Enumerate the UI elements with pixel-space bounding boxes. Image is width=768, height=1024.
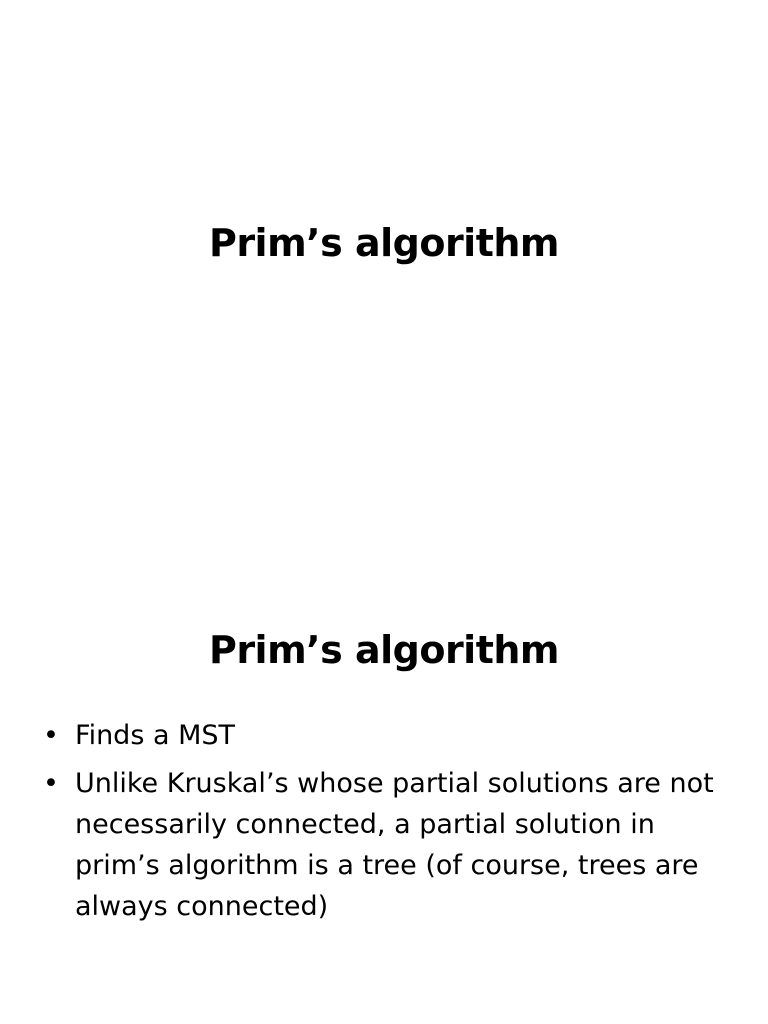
- slide-2: [0, 512, 768, 1024]
- bullet-text: Finds a MST: [75, 720, 236, 751]
- bullet-icon: •: [43, 768, 59, 799]
- bullet-icon: •: [43, 720, 59, 751]
- bullet-item: [40, 763, 730, 927]
- bullet-text: Unlike Kruskal’s whose partial solutions are not necessarily connected, a partial solution in prim’s algorithm is a tree (of course, trees are always connected): [75, 768, 714, 922]
- bullet-item: [40, 715, 730, 756]
- slide-title: Prim’s algorithm: [208, 628, 560, 672]
- bullet-list: [40, 715, 730, 934]
- slide-title: Prim’s algorithm: [208, 221, 560, 265]
